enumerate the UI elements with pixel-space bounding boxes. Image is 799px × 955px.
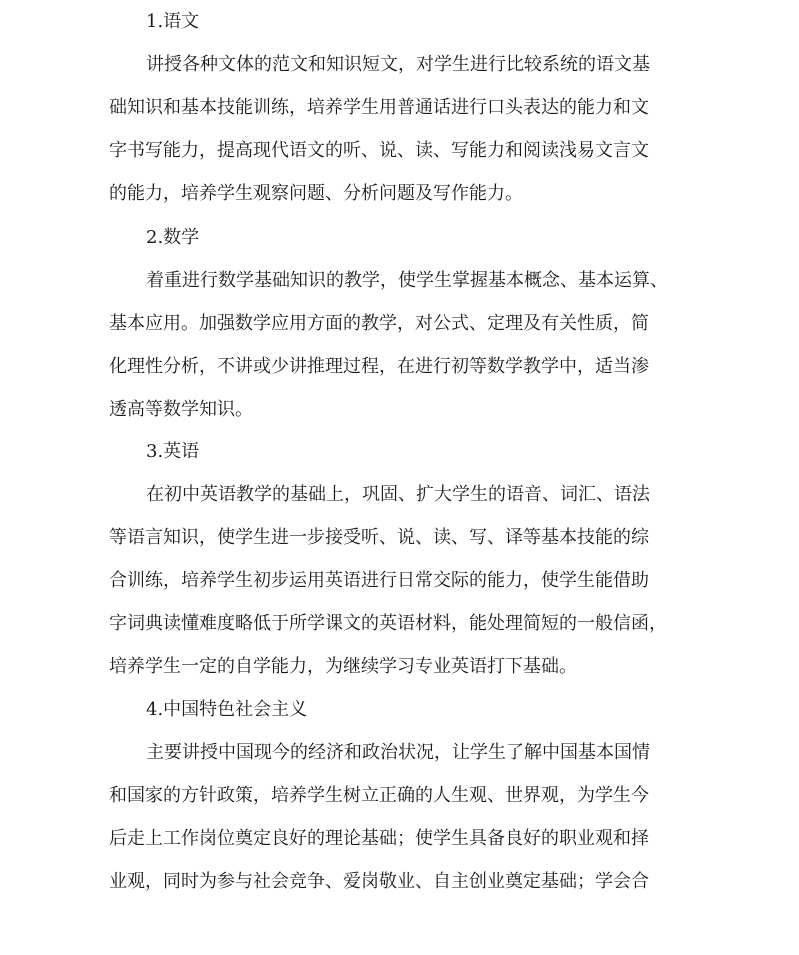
section-heading: 4.中国特色社会主义 bbox=[146, 699, 308, 720]
paragraph-line: 主要讲授中国现今的经济和政治状况，让学生了解中国基本国情 bbox=[146, 742, 650, 763]
paragraph-line: 后走上工作岗位奠定良好的理论基础；使学生具备良好的职业观和择 bbox=[109, 828, 649, 849]
paragraph-line: 培养学生一定的自学能力，为继续学习专业英语打下基础。 bbox=[109, 656, 577, 677]
paragraph-line: 字词典读懂难度略低于所学课文的英语材料，能处理简短的一般信函， bbox=[109, 613, 667, 634]
paragraph-line: 等语言知识，使学生进一步接受听、说、读、写、译等基本技能的综 bbox=[109, 527, 649, 548]
paragraph-line: 着重进行数学基础知识的教学，使学生掌握基本概念、基本运算、 bbox=[146, 270, 668, 291]
paragraph-line: 透高等数学知识。 bbox=[109, 399, 253, 420]
section-heading: 1.语文 bbox=[146, 11, 200, 32]
paragraph-line: 在初中英语教学的基础上，巩固、扩大学生的语音、词汇、语法 bbox=[146, 484, 650, 505]
paragraph-line: 和国家的方针政策，培养学生树立正确的人生观、世界观，为学生今 bbox=[109, 785, 649, 806]
paragraph-line: 基本应用。加强数学应用方面的教学，对公式、定理及有关性质，简 bbox=[109, 313, 649, 334]
paragraph-line: 讲授各种文体的范文和知识短文，对学生进行比较系统的语文基 bbox=[146, 54, 650, 75]
paragraph-line: 的能力，培养学生观察问题、分析问题及写作能力。 bbox=[109, 183, 523, 204]
paragraph-line: 业观，同时为参与社会竞争、爱岗敬业、自主创业奠定基础；学会合 bbox=[109, 871, 649, 892]
paragraph-line: 础知识和基本技能训练，培养学生用普通话进行口头表达的能力和文 bbox=[109, 97, 649, 118]
paragraph-line: 合训练，培养学生初步运用英语进行日常交际的能力，使学生能借助 bbox=[109, 570, 649, 591]
paragraph-line: 字书写能力，提高现代语文的听、说、读、写能力和阅读浅易文言文 bbox=[109, 140, 649, 161]
section-heading: 3.英语 bbox=[146, 441, 200, 462]
paragraph-line: 化理性分析，不讲或少讲推理过程，在进行初等数学教学中，适当渗 bbox=[109, 356, 649, 377]
section-heading: 2.数学 bbox=[146, 227, 200, 248]
